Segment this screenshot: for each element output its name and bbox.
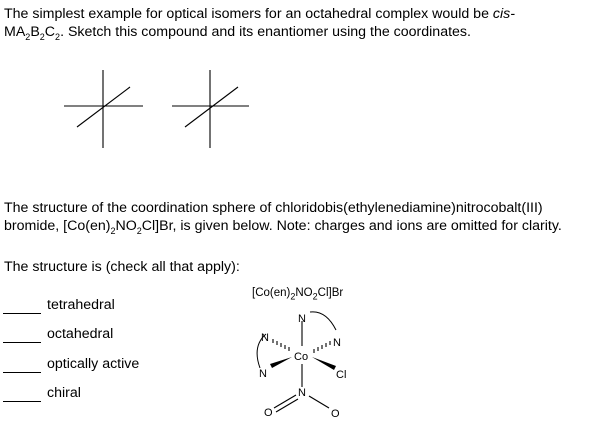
structure-formula-part: [Co(en) (252, 287, 291, 299)
formula-subscript: 2 (136, 225, 142, 236)
bond-co-n-left-hashed (273, 339, 289, 351)
bond-co-n-left-wedge (270, 357, 292, 368)
atom-n-right-upper: N (333, 337, 341, 349)
coordinate-axes-right (172, 70, 249, 148)
formula-subscript: 2 (25, 31, 31, 42)
question1-text-part: . Sketch this compound and its enantiomer using the coordinates. (60, 24, 471, 40)
atom-n-nitro: N (298, 387, 306, 399)
octahedral-coordinate-axes (0, 60, 300, 160)
formula-element: A (15, 24, 26, 40)
question2-line1: The structure of the coordination sphere of chloridobis(ethylenediamine)nitrocobalt(III) (4, 200, 543, 216)
atom-o-right: O (331, 408, 340, 420)
coordinate-axes-left (64, 70, 143, 148)
en-chelate-arc-top (310, 312, 336, 330)
answer-blank-tetrahedral[interactable] (3, 313, 41, 314)
atom-co: Co (294, 351, 309, 363)
structure-formula-part: NO (295, 287, 313, 299)
atom-n-left-upper: N (261, 332, 269, 344)
answer-blank-optically-active[interactable] (3, 372, 41, 373)
atom-cl: Cl (336, 369, 347, 381)
atom-o-left: O (264, 407, 273, 419)
answer-blank-octahedral[interactable] (3, 342, 41, 343)
formula-subscript: 2 (110, 225, 116, 236)
option-label-chiral: chiral (47, 385, 81, 401)
question2-text-part: NO (115, 218, 137, 234)
bond-co-cl-wedge (312, 357, 336, 370)
question2-text (4, 199, 604, 240)
question1-text-part: The simplest example for optical isomers for an octahedral complex would be (4, 6, 493, 22)
formula-subscript: 2 (39, 31, 45, 42)
formula-element: C (44, 24, 56, 40)
question2-text-part: Cl]Br, is given below. Note: charges and ions are omitted for clarity. (141, 218, 562, 234)
bond-co-n-right-hashed (314, 341, 330, 353)
complex-structure-diagram (230, 284, 370, 434)
option-label-octahedral: octahedral (47, 326, 114, 342)
bond-n-o-single (309, 396, 329, 408)
formula-element: B (30, 24, 40, 40)
option-label-optically-active: optically active (47, 356, 140, 372)
formula-subscript: 2 (290, 291, 296, 302)
atom-n-top: N (298, 313, 306, 325)
formula-subscript: 2 (312, 291, 318, 302)
question2-text-part: bromide, [Co(en) (4, 218, 111, 234)
formula-subscript: 2 (55, 31, 61, 42)
question1-italic: cis- (492, 6, 515, 22)
option-label-tetrahedral: tetrahedral (47, 297, 115, 313)
question2-prompt: The structure is (check all that apply): (4, 259, 240, 275)
atom-n-left-lower: N (259, 368, 267, 380)
question1-text (4, 5, 604, 46)
structure-formula-part: Cl]Br (317, 287, 344, 299)
formula-element: M (4, 24, 16, 40)
answer-blank-chiral[interactable] (3, 401, 41, 402)
